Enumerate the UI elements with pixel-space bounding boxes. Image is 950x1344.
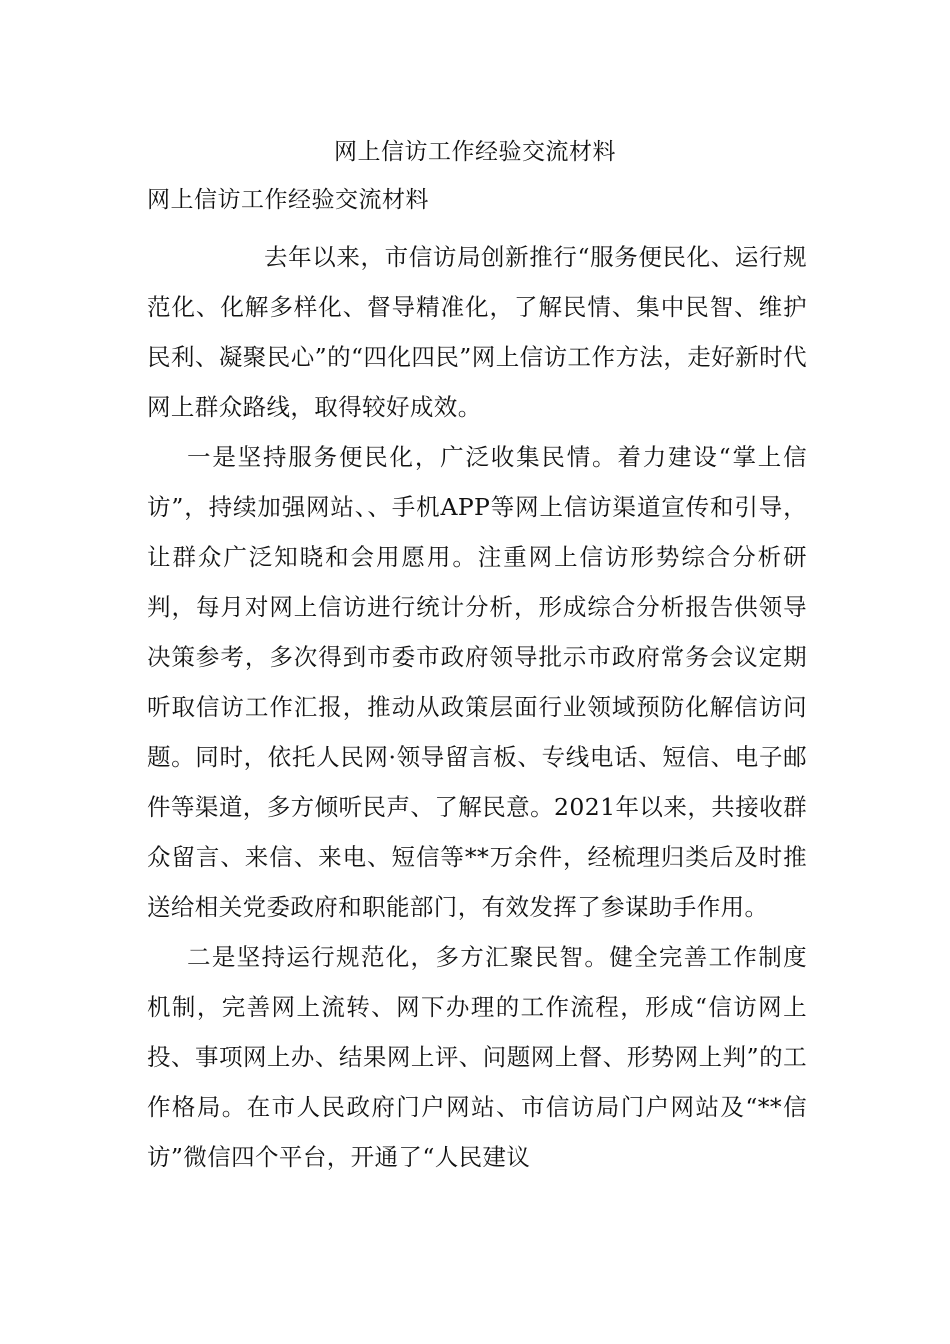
paragraph-operation: 二是坚持运行规范化，多方汇聚民智。健全完善工作制度机制，完善网上流转、网下办理的工作流程，形成“信访网上投、事项网上办、结果网上评、问题网上督、形势网上判”的工作格局。在市人民政府门户网站、市信访局门户网站及“**信访”微信四个平台，开通了“人民建议	[147, 943, 807, 1171]
paragraph-service: 一是坚持服务便民化，广泛收集民情。着力建设“掌上信访”，持续加强网站、、手机APP等网上信访渠道宣传和引导，让群众广泛知晓和会用愿用。注重网上信访形势综合分析研判，每月对网上信访进行统计分析，形成综合分析报告供领导决策参考，多次得到市委市政府领导批示市政府常务会议定期听取信访工作汇报，推动从政策层面行业领域预防化解信访问题。同时，依托人民网·领导留言板、专线电话、短信、电子邮件等渠道，多方倾听民声、了解民意。2021年以来，共接收群众留言、来信、来电、短信等**万余件，经梳理归类后及时推送给相关党委政府和职能部门，有效发挥了参谋助手作用。	[147, 443, 807, 921]
document-subtitle: 网上信访工作经验交流材料	[147, 187, 429, 213]
document-body	[147, 232, 807, 1182]
paragraph-intro: 去年以来，市信访局创新推行“服务便民化、运行规范化、化解多样化、督导精准化，了解民情、集中民智、维护民利、凝聚民心”的“四化四民”网上信访工作方法，走好新时代网上群众路线，取得较好成效。	[147, 243, 807, 421]
document-title: 网上信访工作经验交流材料	[334, 139, 616, 165]
